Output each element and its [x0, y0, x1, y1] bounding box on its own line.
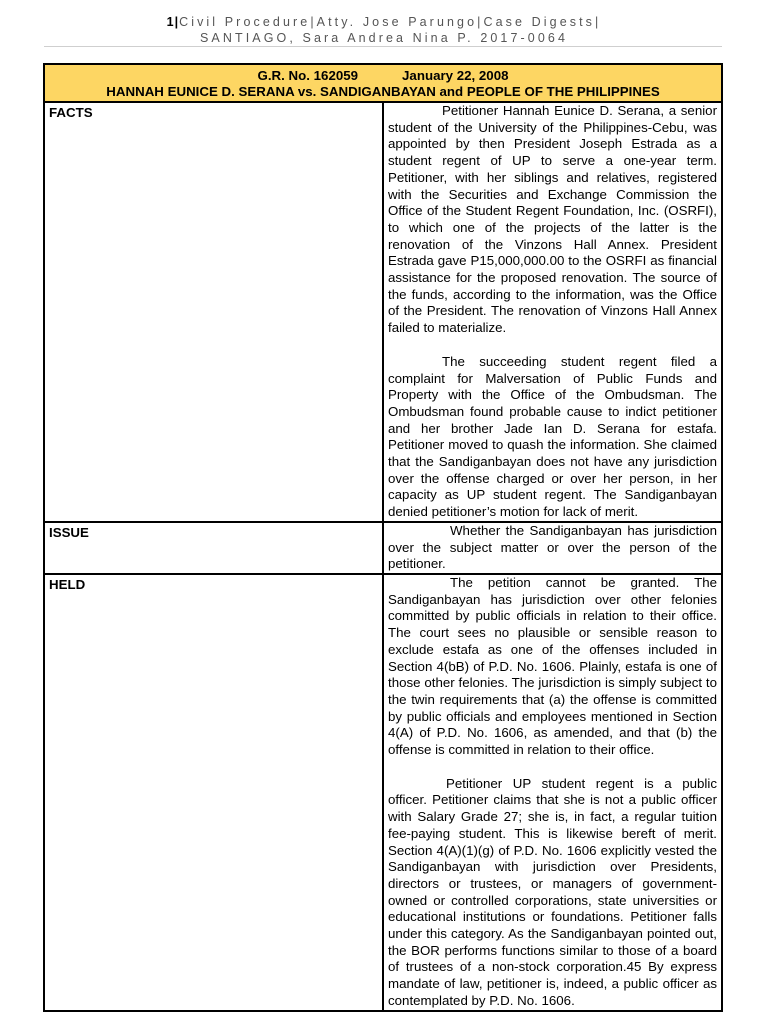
facts-row — [44, 102, 722, 522]
held-label: HELD — [44, 574, 383, 1011]
issue-label: ISSUE — [44, 522, 383, 574]
page-header — [0, 14, 768, 46]
issue-text — [383, 522, 722, 574]
case-title-row — [44, 64, 722, 102]
header-line-2: SANTIAGO, Sara Andrea Nina P. 2017-0064 — [199, 31, 569, 45]
held-paragraph-1: The petition cannot be granted. The Sandiganbayan has jurisdiction over other felonies committed by public officials in relation to their office. The court sees no plausible or sensible reason to exclude estafa as one of the offenses included in Section 4(bB) of P.D. No. 1606. Plainly, estafa is one of those other felonies. The jurisdiction is simply subject to the twin requirements that (a) the offense is committed by public officials and employees mentioned in Section 4(A) of P.D. No. 1606, as amended, and that (b) the offense is committed in relation to their office. — [388, 574, 717, 758]
case-date: January 22, 2008 — [402, 68, 509, 83]
case-citation — [49, 68, 717, 84]
case-title: HANNAH EUNICE D. SERANA vs. SANDIGANBAYAN and PEOPLE OF THE PHILIPPINES — [106, 84, 660, 99]
held-paragraph-2: Petitioner UP student regent is a public officer. Petitioner claims that she is not a public officer with Salary Grade 27; she is, in fact, a regular tuition fee-paying student. This is likewise bereft of merit. Section 4(A)(1)(g) of P.D. No. 1606 explicitly vested the Sandiganbayan with jurisdiction over Presidents, directors or trustees, or managers of government-owned or controlled corporations, state universities or educational institutions or foundations. Petitioner falls under this category. As the Sandiganbayan pointed out, the BOR performs functions similar to those of a board of trustees of a non-stock corporation.45 By express mandate of law, petitioner is, indeed, a public officer as contemplated by P.D. No. 1606. — [388, 775, 717, 1008]
facts-paragraph-1: Petitioner Hannah Eunice D. Serana, a senior student of the University of the Philippines-Cebu, was appointed by then President Joseph Estrada as a student regent of UP to serve a one-year term. Petitioner, with her siblings and relatives, registered with the Securities and Exchange Commission the Office of the Student Regent Foundation, Inc. (OSRFI), to which one of the projects of the latter is the renovation of the Vinzons Hall Annex. President Estrada gave P15,000,000.00 to the OSRFI as financial assistance for the proposed renovation. The source of the funds, according to the information, was the Office of the President. The renovation of Vinzons Hall Annex failed to materialize. — [388, 103, 717, 336]
issue-row — [44, 522, 722, 574]
header-line-1: 1|Civil Procedure|Atty. Jose Parungo|Case Digests| — [166, 15, 602, 29]
facts-text — [383, 102, 722, 522]
held-text — [383, 574, 722, 1011]
issue-paragraph-1: Whether the Sandiganbayan has jurisdiction over the subject matter or over the person of the petitioner. — [388, 522, 717, 572]
header-divider — [44, 46, 722, 47]
held-row — [44, 574, 722, 1011]
header-course-info: Civil Procedure|Atty. Jose Parungo|Case Digests| — [179, 15, 602, 29]
facts-label: FACTS — [44, 102, 383, 522]
page-number: 1 — [166, 15, 175, 29]
case-digest-table — [43, 63, 723, 1012]
case-title-cell — [44, 64, 722, 102]
case-gr-number: G.R. No. 162059 — [257, 68, 359, 83]
facts-paragraph-2: The succeeding student regent filed a complaint for Malversation of Public Funds and Property with the Office of the Ombudsman. The Ombudsman found probable cause to indict petitioner and her brother Jade Ian D. Serana for estafa. Petitioner moved to quash the information. She claimed that the Sandiganbayan does not have any jurisdiction over the offense charged or over her person, in her capacity as UP student regent. The Sandiganbayan denied petitioner’s motion for lack of merit. — [388, 353, 717, 520]
